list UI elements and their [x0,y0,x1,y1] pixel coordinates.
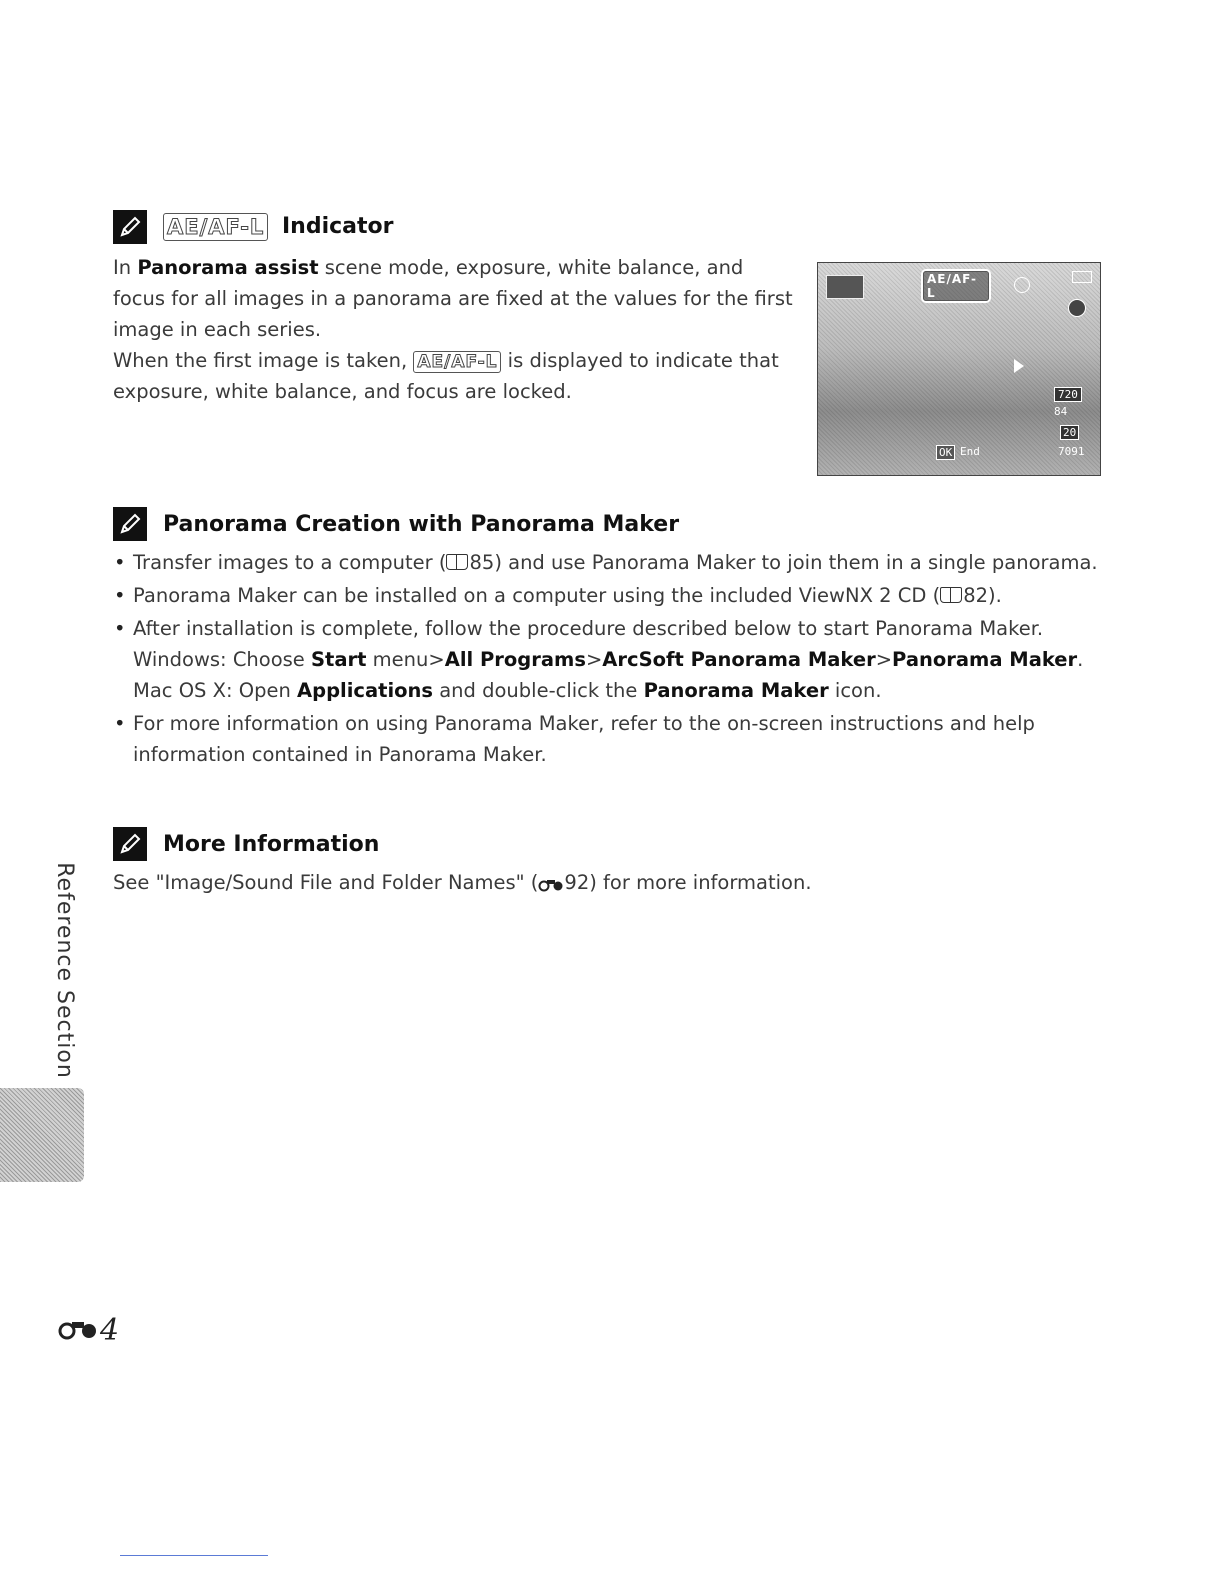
ok-button-icon: OK [936,445,955,460]
pencil-note-icon [113,507,147,541]
scene-mode-icon [826,275,864,299]
list-item: • For more information on using Panorama Maker, refer to the on-screen instructions and help information contained in Panorama Maker. [113,708,1103,770]
timer-icon [1068,299,1086,317]
section-more-information [113,827,1103,901]
ae-af-l-icon-inline: AE/AF-L [413,351,501,373]
end-label: End [960,445,980,458]
reference-link-icon [58,1313,98,1348]
pencil-note-icon [113,210,147,244]
side-tab-marker [0,1088,84,1182]
bullet-list [113,547,1103,770]
paragraph-panorama-assist: In Panorama assist scene mode, exposure, white balance, and focus for all images in a panorama are fixed at the values for the first image in each series. [113,256,793,341]
flash-icon [1014,277,1030,293]
side-tab-label: Reference Section [51,861,77,1079]
remaining-exposures: 7091 [1058,445,1085,458]
section-heading [113,210,793,244]
section-heading [113,507,1103,541]
shots-indicator: 84 [1054,405,1068,418]
battery-icon [1072,271,1092,283]
direction-arrow-icon [1014,359,1024,373]
section-panorama-maker [113,507,1103,772]
section-ae-af-l-indicator [113,210,793,407]
reference-link-icon [538,870,564,901]
heading-text: Panorama Creation with Panorama Maker [163,511,680,537]
heading-text: Indicator [282,214,394,239]
more-info-text: See "Image/Sound File and Folder Names" ( 92) for more information. [113,867,1103,901]
footer-rule [120,1555,268,1556]
book-reference-icon [940,587,962,603]
page-number: 4 [58,1313,119,1348]
section-heading [113,827,1103,861]
list-item: • Transfer images to a computer ( 85) and use Panorama Maker to join them in a single panorama. [113,547,1103,578]
heading-text: More Information [163,831,380,857]
paragraph-locked: When the first image is taken, AE/AF-L is displayed to indicate that exposure, white balance, and focus are locked. [113,349,779,403]
list-item: • After installation is complete, follow the procedure described below to start Panorama Maker. Windows: Choose Start menu>All Programs>ArcSoft Panorama Maker>Panorama Maker. Mac OS X: Open Applications and double-click the Panorama Maker icon. [113,613,1103,706]
pencil-note-icon [113,827,147,861]
camera-screen-illustration [817,262,1101,476]
ae-af-l-highlight: AE/AF-L [921,269,991,303]
ae-af-l-icon: AE/AF-L [163,213,268,241]
list-item: • Panorama Maker can be installed on a computer using the included ViewNX 2 CD ( 82). [113,580,1103,611]
frame-rate-badge: 20 [1060,425,1079,440]
image-size-badge: 720 [1054,387,1082,402]
book-reference-icon [446,554,468,570]
